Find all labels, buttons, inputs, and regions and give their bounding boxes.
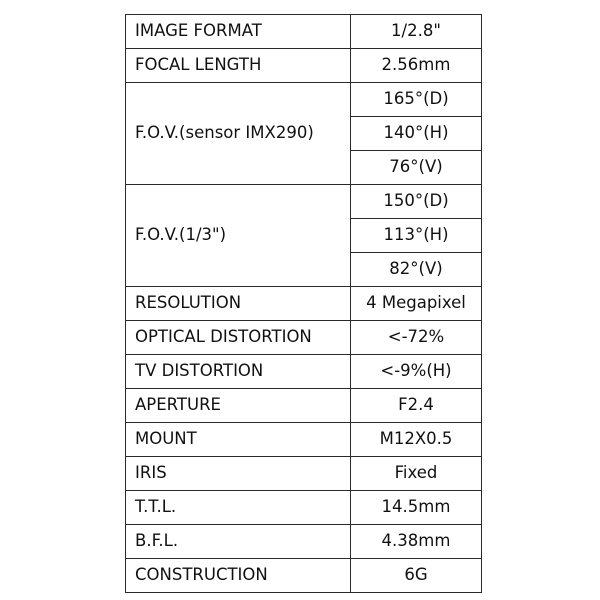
table-row (126, 185, 482, 219)
spec-label-tv-distortion: TV DISTORTION (126, 355, 351, 389)
table-row (126, 457, 482, 491)
spec-label-focal-length: FOCAL LENGTH (126, 49, 351, 83)
spec-value-tv-distortion: <-9%(H) (351, 355, 482, 389)
spec-value-construction: 6G (351, 559, 482, 593)
table-row (126, 49, 482, 83)
table-row (126, 15, 482, 49)
spec-label-mount: MOUNT (126, 423, 351, 457)
spec-label-fov-sensor: F.O.V.(sensor IMX290) (126, 83, 351, 185)
spec-value-image-format: 1/2.8" (351, 15, 482, 49)
spec-label-resolution: RESOLUTION (126, 287, 351, 321)
spec-value-focal-length: 2.56mm (351, 49, 482, 83)
spec-value-fov-third-h: 113°(H) (351, 219, 482, 253)
spec-label-fov-third: F.O.V.(1/3") (126, 185, 351, 287)
spec-value-fov-third-d: 150°(D) (351, 185, 482, 219)
spec-value-fov-sensor-d: 165°(D) (351, 83, 482, 117)
spec-label-iris: IRIS (126, 457, 351, 491)
table-row (126, 389, 482, 423)
table-row (126, 559, 482, 593)
table-row (126, 355, 482, 389)
spec-value-ttl: 14.5mm (351, 491, 482, 525)
table-row (126, 491, 482, 525)
table-row (126, 525, 482, 559)
spec-value-iris: Fixed (351, 457, 482, 491)
spec-label-construction: CONSTRUCTION (126, 559, 351, 593)
table-row (126, 287, 482, 321)
spec-label-ttl: T.T.L. (126, 491, 351, 525)
table-row (126, 321, 482, 355)
spec-value-mount: M12X0.5 (351, 423, 482, 457)
spec-value-fov-sensor-h: 140°(H) (351, 117, 482, 151)
table-row (126, 423, 482, 457)
spec-value-fov-third-v: 82°(V) (351, 253, 482, 287)
spec-label-image-format: IMAGE FORMAT (126, 15, 351, 49)
spec-label-optical-distortion: OPTICAL DISTORTION (126, 321, 351, 355)
spec-value-aperture: F2.4 (351, 389, 482, 423)
spec-value-optical-distortion: <-72% (351, 321, 482, 355)
lens-spec-table (125, 14, 482, 593)
spec-label-bfl: B.F.L. (126, 525, 351, 559)
spec-value-bfl: 4.38mm (351, 525, 482, 559)
spec-label-aperture: APERTURE (126, 389, 351, 423)
table-row (126, 83, 482, 117)
spec-value-resolution: 4 Megapixel (351, 287, 482, 321)
spec-value-fov-sensor-v: 76°(V) (351, 151, 482, 185)
